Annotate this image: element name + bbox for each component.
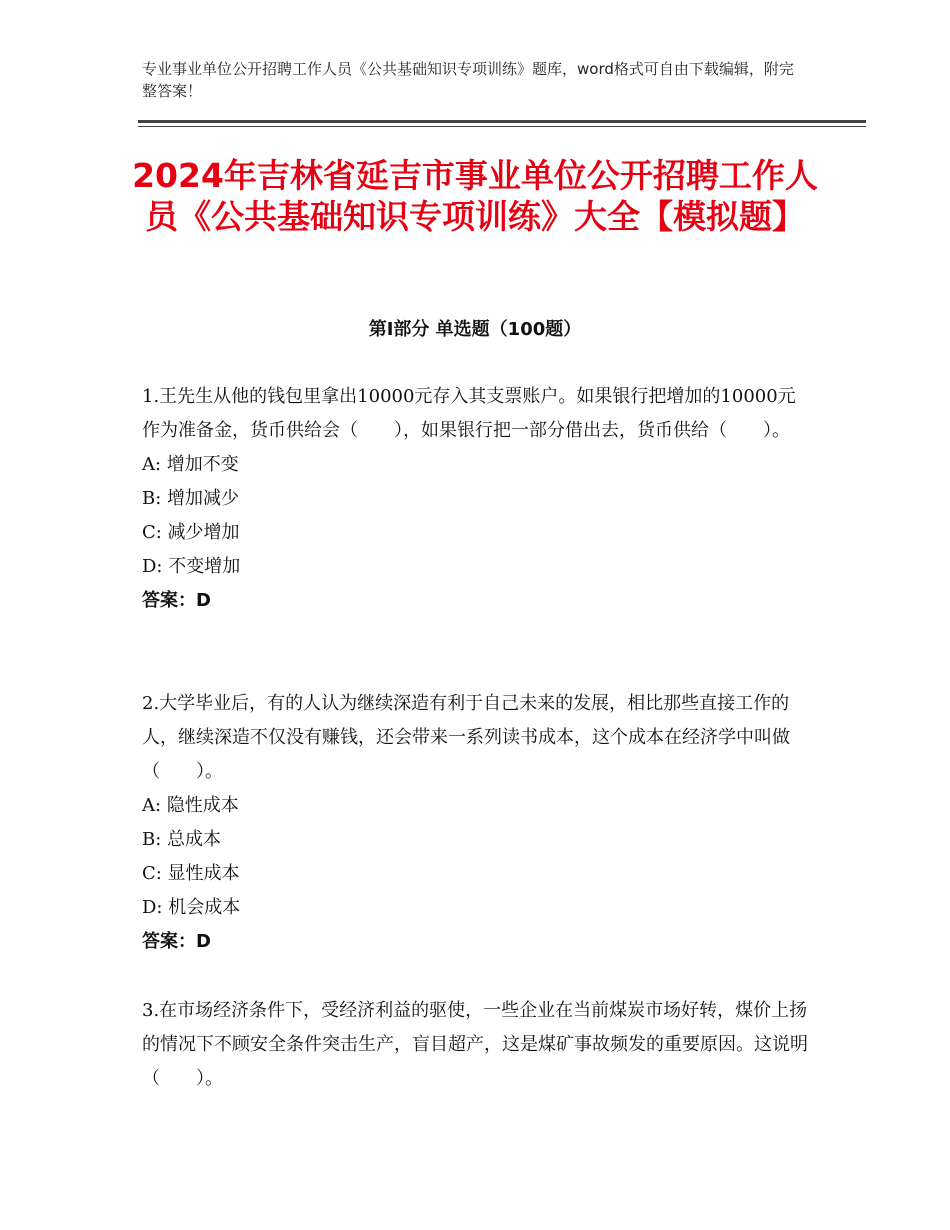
- option-b: B: 总成本: [142, 829, 222, 850]
- option-c: C: 显性成本: [142, 863, 240, 884]
- option-a: A: 增加不变: [142, 454, 239, 475]
- header-note: 专业事业单位公开招聘工作人员《公共基础知识专项训练》题库，word格式可自由下载编辑，附完整答案！: [142, 60, 794, 100]
- option-d: D: 不变增加: [142, 556, 241, 577]
- question-2: [142, 687, 812, 959]
- question-stem: 3.在市场经济条件下，受经济利益的驱使，一些企业在当前煤炭市场好转，煤价上扬的情况下不顾安全条件突击生产，盲目超产，这是煤矿事故频发的重要原因。这说明（ ）。: [142, 1000, 808, 1089]
- question-stem: 2.大学毕业后，有的人认为继续深造有利于自己未来的发展，相比那些直接工作的人，继续深造不仅没有赚钱，还会带来一系列读书成本，这个成本在经济学中叫做（ ）。: [142, 693, 790, 782]
- option-a: A: 隐性成本: [142, 795, 239, 816]
- question-stem: 1.王先生从他的钱包里拿出10000元存入其支票账户。如果银行把增加的10000元作为准备金，货币供给会（ ），如果银行把一部分借出去，货币供给（ ）。: [142, 386, 796, 441]
- document-title: 2024年吉林省延吉市事业单位公开招聘工作人员《公共基础知识专项训练》大全【模拟题】: [132, 156, 818, 236]
- header-rule-thick: [138, 120, 866, 123]
- option-c: C: 减少增加: [142, 522, 240, 543]
- answer: 答案：D: [142, 590, 211, 611]
- question-1: [142, 380, 812, 618]
- option-d: D: 机会成本: [142, 897, 241, 918]
- section-title: 第Ⅰ部分 单选题（100题）: [368, 319, 582, 340]
- answer: 答案：D: [142, 931, 211, 952]
- question-3: [142, 994, 812, 1096]
- option-b: B: 增加减少: [142, 488, 240, 509]
- header-rule-thin: [138, 126, 866, 127]
